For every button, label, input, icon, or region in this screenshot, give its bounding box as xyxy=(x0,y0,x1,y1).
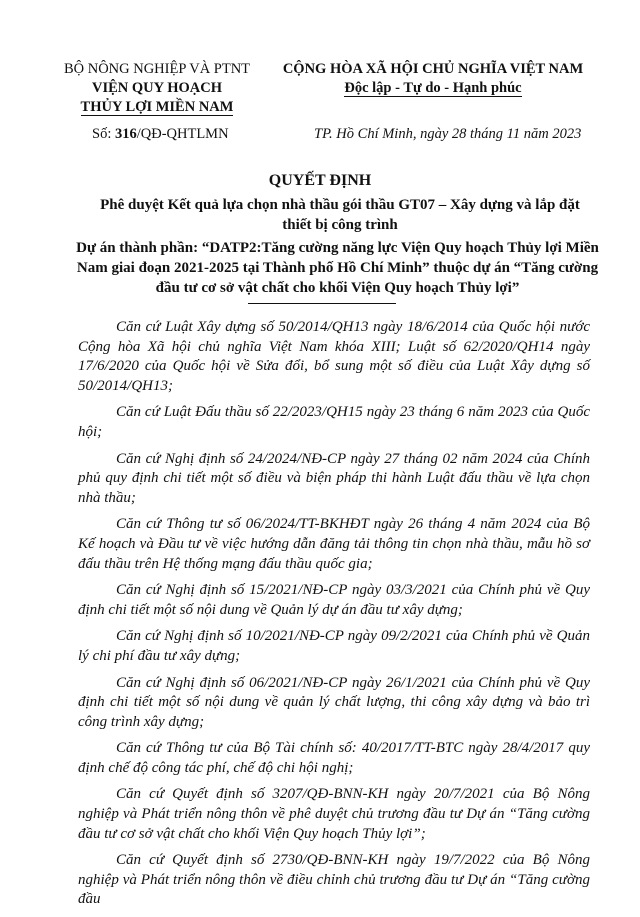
legal-basis-paragraph: Căn cứ Nghị định số 15/2021/NĐ-CP ngày 03/3/2021 của Chính phủ về Quy định chi tiết một số nội dung về Quản lý dự án đầu tư xây dựng; xyxy=(78,582,590,618)
nation-name: CỘNG HÒA XÃ HỘI CHỦ NGHĨA VIỆT NAM xyxy=(282,61,584,77)
legal-basis-paragraph: Căn cứ Nghị định số 10/2021/NĐ-CP ngày 09/2/2021 của Chính phủ về Quản lý chi phí đầu tư xây dựng; xyxy=(78,628,590,664)
legal-basis-paragraph: Căn cứ Quyết định số 2730/QĐ-BNN-KH ngày 19/7/2022 của Bộ Nông nghiệp và Phát triển nông thôn về điều chỉnh chủ trương đầu tư Dự án “Tăng cường đầu xyxy=(78,852,590,908)
institute-name-line2: THỦY LỢI MIỀN NAM xyxy=(80,99,234,115)
legal-basis-paragraph: Căn cứ Luật Đấu thầu số 22/2023/QH15 ngày 23 tháng 6 năm 2023 của Quốc hội; xyxy=(78,404,590,440)
national-motto: Độc lập - Tự do - Hạnh phúc xyxy=(344,80,522,96)
legal-basis-list xyxy=(78,318,590,917)
institute-name-line1: VIỆN QUY HOẠCH xyxy=(92,80,222,96)
legal-basis-paragraph: Căn cứ Nghị định số 06/2021/NĐ-CP ngày 26/1/2021 của Chính phủ về Quy định chi tiết một số nội dung về quản lý chất lượng, thi công xây dựng và bảo trì công trình xây dựng; xyxy=(78,674,590,730)
divider-line xyxy=(248,303,396,304)
place-date-line: TP. Hồ Chí Minh, ngày 28 tháng 11 năm 2023 xyxy=(314,126,582,142)
decision-subject: Phê duyệt Kết quả lựa chọn nhà thầu gói thầu GT07 – Xây dựng và lắp đặt thiết bị công trình xyxy=(100,197,580,233)
ministry-name: BỘ NÔNG NGHIỆP VÀ PTNT xyxy=(63,61,251,77)
issuing-agency-block xyxy=(52,60,262,117)
legal-basis-paragraph: Căn cứ Thông tư của Bộ Tài chính số: 40/2017/TT-BTC ngày 28/4/2017 quy định chế độ công tác phí, chế độ chi hội nghị; xyxy=(78,740,590,776)
project-description: Dự án thành phần: “DATP2:Tăng cường năng lực Viện Quy hoạch Thủy lợi Miền Nam giai đoạn 2021-2025 tại Thành phố Hồ Chí Minh” thuộc dự án “Tăng cường đầu tư cơ sở vật chất cho khối Viện Quy hoạch Thủy lợi” xyxy=(76,240,599,296)
document-number: Số: 316/QĐ-QHTLMN xyxy=(92,126,229,142)
legal-basis-paragraph: Căn cứ Thông tư số 06/2024/TT-BKHĐT ngày 26 tháng 4 năm 2024 của Bộ Kế hoạch và Đầu tư về việc hướng dẫn đăng tải thông tin chọn nhà thầu, mẫu hồ sơ đấu thầu trên Hệ thống mạng đấu thầu quốc gia; xyxy=(78,516,590,572)
national-header-block xyxy=(278,60,588,98)
document-title: QUYẾT ĐỊNH xyxy=(268,172,372,189)
legal-basis-paragraph: Căn cứ Nghị định số 24/2024/NĐ-CP ngày 27 tháng 02 năm 2024 của Chính phủ quy định chi tiết một số điều và biện pháp thi hành Luật đấu thầu về lựa chọn nhà thầu; xyxy=(78,450,590,506)
legal-basis-paragraph: Căn cứ Luật Xây dựng số 50/2014/QH13 ngày 18/6/2014 của Quốc hội nước Cộng hòa Xã hội chủ nghĩa Việt Nam khóa XIII; Luật số 62/2020/QH14 ngày 17/6/2020 của Quốc hội về Sửa đổi, bổ sung một số điều của Luật Xây dựng số 50/2014/QH13; xyxy=(78,319,590,394)
legal-basis-paragraph: Căn cứ Quyết định số 3207/QĐ-BNN-KH ngày 20/7/2021 của Bộ Nông nghiệp và Phát triển nông thôn về phê duyệt chủ trương đầu tư Dự án “Tăng cường đầu tư cơ sở vật chất cho khối Viện Quy hoạch Thủy lợi”; xyxy=(78,786,590,842)
